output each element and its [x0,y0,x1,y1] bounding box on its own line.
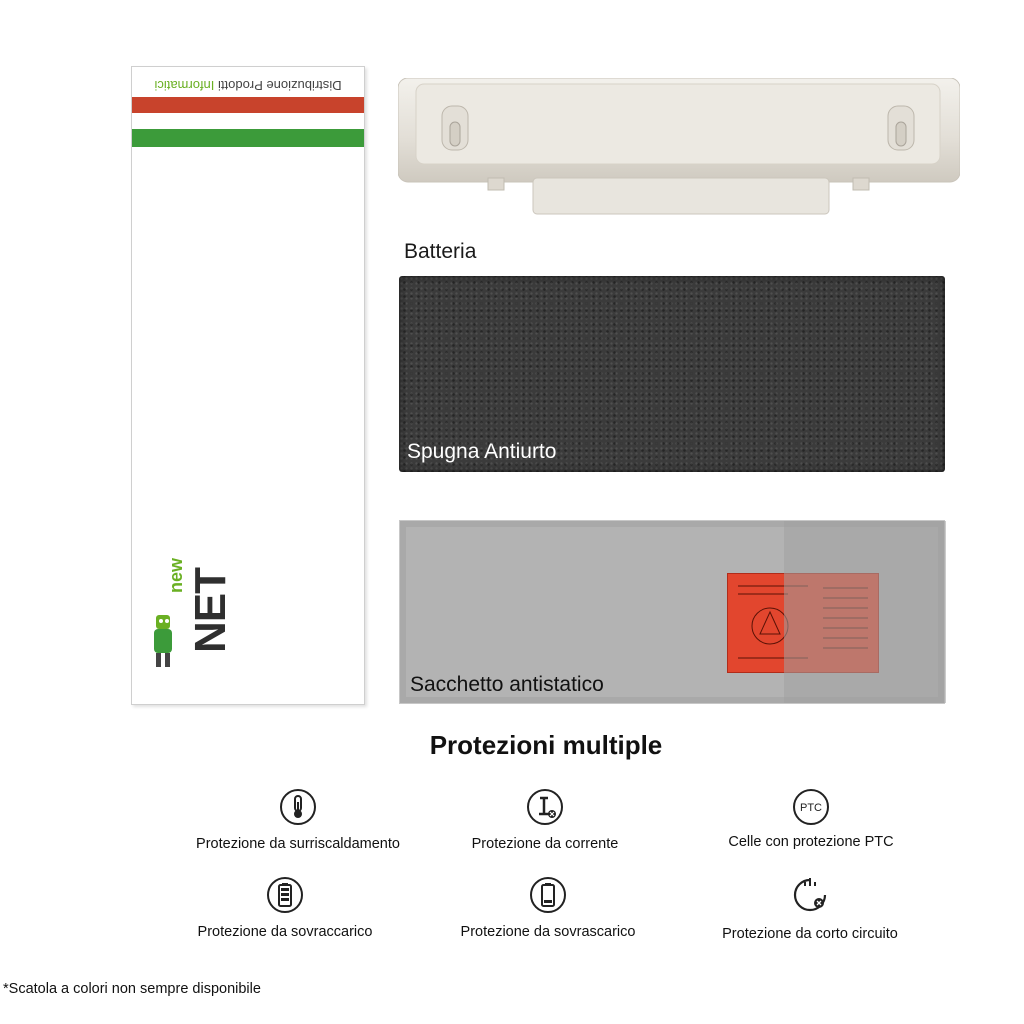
feature-short-circuit [675,876,945,942]
brand-text-prefix: Distribuzione Prodotti [214,78,342,93]
feature-overdischarge [413,876,683,940]
battery-low-icon [529,876,567,914]
antistatic-bag-image [399,520,945,704]
feature-label: Protezione da sovraccarico [197,924,373,940]
feature-label: Protezione da sovrascarico [460,924,636,940]
brand-text-highlight: Informatici [154,78,215,93]
footnote: *Scatola a colori non sempre disponibile [3,981,261,997]
section-heading: Protezioni multiple [429,730,663,760]
mascot-icon [150,611,180,671]
battery-full-icon [266,876,304,914]
ptc-icon [792,788,830,826]
box-brand-text [140,75,356,93]
foam-caption: Spugna Antiurto [407,440,557,463]
current-icon [526,788,564,826]
feature-label: Celle con protezione PTC [728,834,894,850]
box-flag-band [132,67,364,159]
bag-fold-overlay [784,521,946,703]
feature-overheat [163,788,433,852]
feature-label: Protezione da surriscaldamento [196,836,400,852]
bag-caption: Sacchetto antistatico [410,673,604,696]
thermometer-icon [279,788,317,826]
logo-new-text: new [166,557,186,593]
feature-label: Protezione da corto circuito [722,926,898,942]
feature-ptc [676,788,946,850]
battery-caption: Batteria [404,240,477,263]
flag-stripe-green [132,129,364,147]
feature-overcharge [150,876,420,940]
feature-label: Protezione da corrente [471,836,619,852]
feature-current [410,788,680,852]
product-box [131,66,365,705]
ptc-icon-text: PTC [800,802,822,814]
flag-stripe-red [132,97,364,113]
newnet-logo [148,557,235,673]
short-circuit-icon [791,876,829,914]
logo-net-text: NET [186,568,235,653]
battery-image [398,78,960,218]
foam-image [399,276,945,472]
